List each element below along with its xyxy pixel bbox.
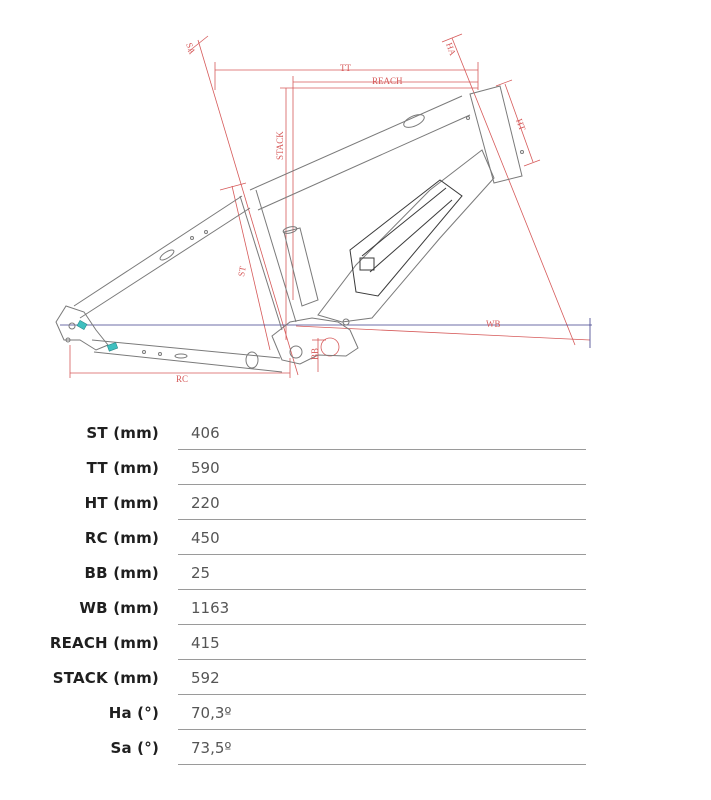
- head-tube: [470, 86, 522, 183]
- row-divider: [178, 764, 586, 765]
- geometry-value: 590: [191, 459, 220, 477]
- dimension-lines: [70, 34, 590, 378]
- sa-label: SA: [184, 41, 198, 56]
- geometry-label: STACK (mm): [52, 669, 159, 687]
- tt-label: TT: [340, 63, 351, 73]
- geometry-value: 415: [191, 634, 220, 652]
- geometry-label: HT (mm): [84, 494, 159, 512]
- geometry-row: [0, 660, 711, 695]
- geometry-row: [0, 730, 711, 765]
- seat-stay: [74, 196, 250, 318]
- geometry-value: 70,3º: [191, 704, 232, 722]
- geometry-value: 1163: [191, 599, 230, 617]
- ht-label: HT: [514, 117, 528, 132]
- geometry-label: WB (mm): [79, 599, 159, 617]
- geometry-label: RC (mm): [84, 529, 159, 547]
- frame-drawing: [56, 86, 524, 372]
- geometry-row: [0, 485, 711, 520]
- reach-label: REACH: [372, 76, 403, 86]
- bottom-bracket-circle: [321, 338, 339, 356]
- geometry-value: 406: [191, 424, 220, 442]
- geometry-value: 73,5º: [191, 739, 232, 757]
- geometry-value: 220: [191, 494, 220, 512]
- geometry-label: REACH (mm): [49, 634, 159, 652]
- geometry-row: [0, 520, 711, 555]
- geometry-row: [0, 555, 711, 590]
- geometry-value: 450: [191, 529, 220, 547]
- geometry-row: [0, 695, 711, 730]
- geometry-row: [0, 590, 711, 625]
- geometry-value: 592: [191, 669, 220, 687]
- geometry-label: TT (mm): [86, 459, 159, 477]
- wb-label: WB: [486, 319, 501, 329]
- down-tube: [318, 150, 494, 322]
- wheelbase-lines: [60, 318, 592, 348]
- geometry-value: 25: [191, 564, 211, 582]
- stack-label: STACK: [275, 131, 285, 160]
- geometry-label: Ha (°): [108, 704, 159, 722]
- geometry-row: [0, 625, 711, 660]
- geometry-label: Sa (°): [110, 739, 159, 757]
- st-label: ST: [236, 265, 248, 278]
- rc-label: RC: [176, 374, 189, 384]
- seat-tube: [240, 190, 296, 330]
- geometry-label: ST (mm): [86, 424, 159, 442]
- ha-label: HA: [444, 41, 458, 57]
- geometry-row: [0, 415, 711, 450]
- geometry-label: BB (mm): [84, 564, 159, 582]
- bb-label: BB: [310, 347, 320, 360]
- geometry-row: [0, 450, 711, 485]
- head-angle-line: [452, 38, 575, 345]
- water-bottle: [284, 228, 318, 306]
